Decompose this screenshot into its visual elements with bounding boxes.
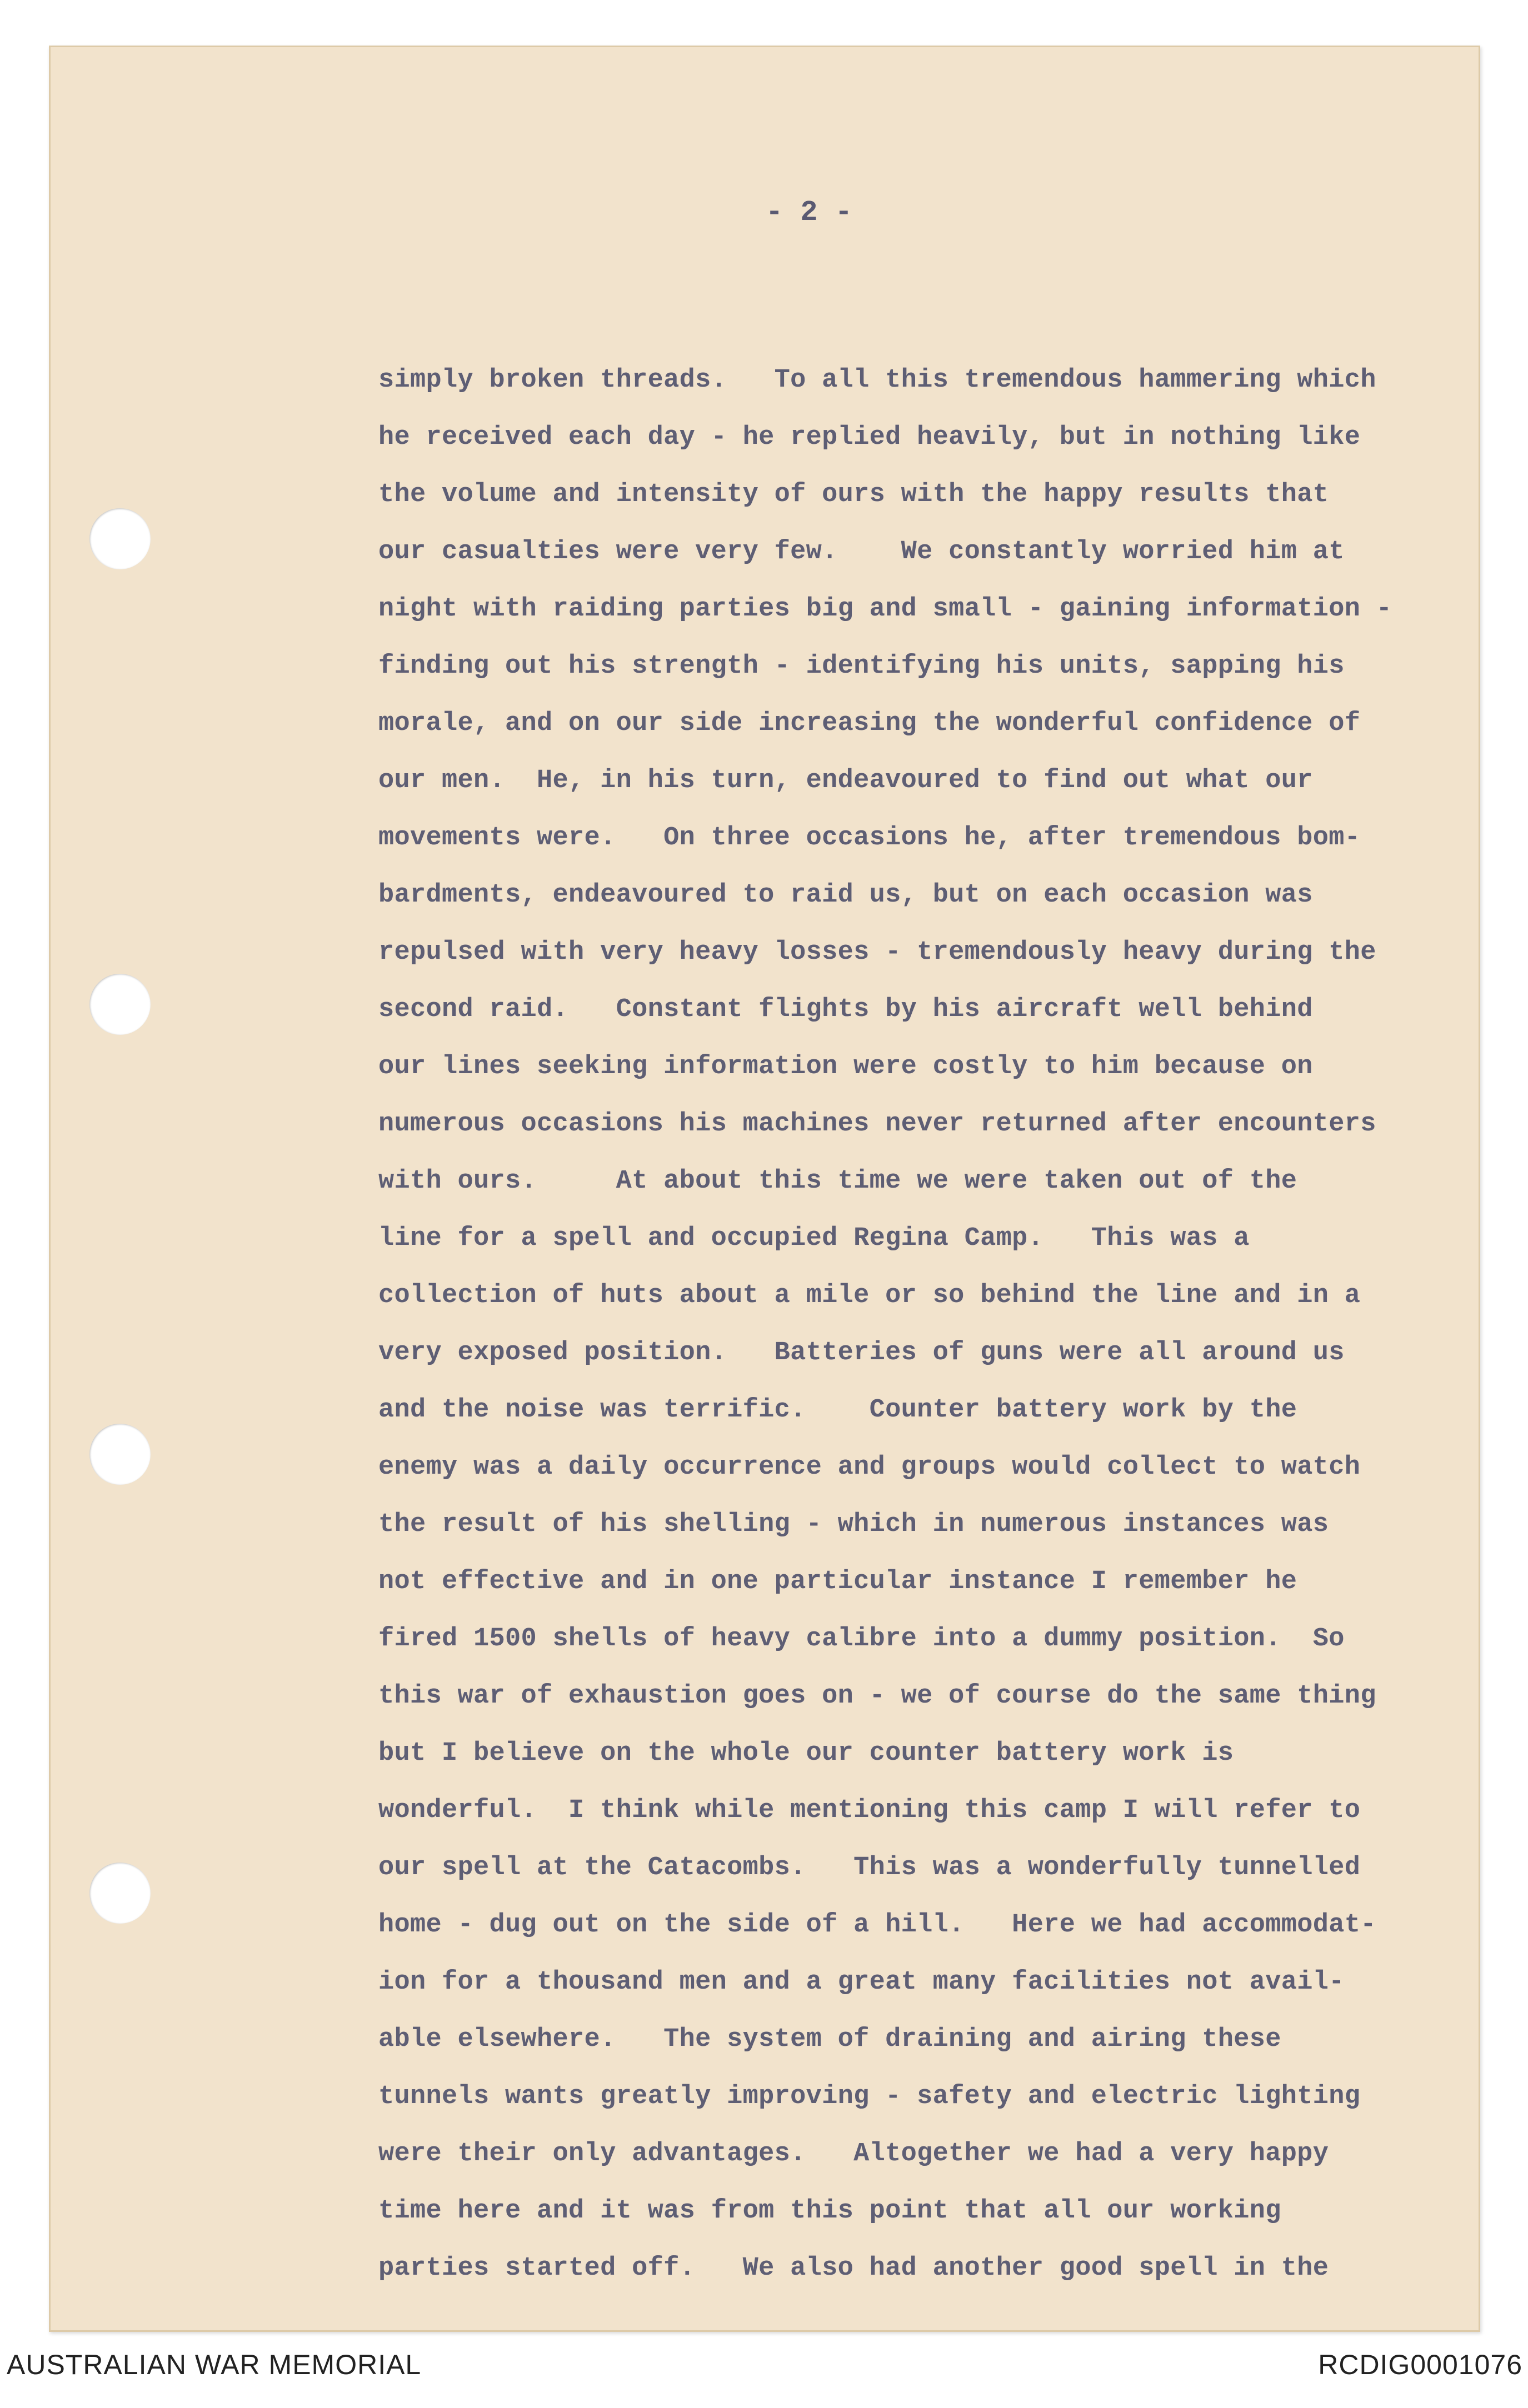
- text-line: wonderful. I think while mentioning this camp I will refer to: [378, 1796, 1361, 1825]
- punch-hole: [89, 974, 151, 1035]
- body-text: [378, 352, 1392, 2297]
- text-line: the volume and intensity of ours with the happy results that: [378, 480, 1329, 509]
- text-line: repulsed with very heavy losses - tremendously heavy during the: [378, 938, 1376, 967]
- text-line: finding out his strength - identifying his units, sapping his: [378, 652, 1345, 681]
- text-line: numerous occasions his machines never returned after encounters: [378, 1109, 1376, 1139]
- text-line: home - dug out on the side of a hill. Here we had accommodat-: [378, 1910, 1376, 1940]
- footer-item-id: RCDIG0001076: [1318, 2349, 1522, 2380]
- text-line: he received each day - he replied heavily, but in nothing like: [378, 423, 1361, 452]
- text-line: second raid. Constant flights by his aircraft well behind: [378, 995, 1313, 1024]
- text-line: movements were. On three occasions he, after tremendous bom-: [378, 823, 1361, 853]
- text-line: fired 1500 shells of heavy calibre into a dummy position. So: [378, 1624, 1345, 1654]
- text-line: were their only advantages. Altogether we had a very happy: [378, 2139, 1329, 2169]
- text-line: our spell at the Catacombs. This was a wonderfully tunnelled: [378, 1853, 1361, 1883]
- text-line: enemy was a daily occurrence and groups would collect to watch: [378, 1453, 1361, 1482]
- text-line: and the noise was terrific. Counter battery work by the: [378, 1395, 1297, 1425]
- text-line: night with raiding parties big and small - gaining information -: [378, 594, 1392, 624]
- text-line: line for a spell and occupied Regina Camp. This was a: [378, 1224, 1250, 1253]
- text-line: our lines seeking information were costly to him because on: [378, 1052, 1313, 1082]
- text-line: our casualties were very few. We constantly worried him at: [378, 537, 1345, 567]
- punch-hole: [89, 1863, 151, 1924]
- text-line: with ours. At about this time we were taken out of the: [378, 1167, 1297, 1196]
- text-line: the result of his shelling - which in numerous instances was: [378, 1510, 1329, 1539]
- text-line: our men. He, in his turn, endeavoured to find out what our: [378, 766, 1313, 795]
- text-line: very exposed position. Batteries of guns were all around us: [378, 1338, 1345, 1368]
- page-number: - 2 -: [765, 196, 853, 229]
- text-line: parties started off. We also had another good spell in the: [378, 2254, 1329, 2283]
- text-line: simply broken threads. To all this tremendous hammering which: [378, 366, 1376, 395]
- punch-hole: [89, 508, 151, 569]
- text-line: bardments, endeavoured to raid us, but on each occasion was: [378, 880, 1313, 910]
- punch-hole: [89, 1424, 151, 1485]
- text-line: time here and it was from this point that all our working: [378, 2196, 1281, 2226]
- text-line: this war of exhaustion goes on - we of course do the same thing: [378, 1681, 1376, 1711]
- text-line: ion for a thousand men and a great many facilities not avail-: [378, 1968, 1345, 1997]
- text-line: able elsewhere. The system of draining and airing these: [378, 2025, 1281, 2054]
- text-line: collection of huts about a mile or so behind the line and in a: [378, 1281, 1361, 1310]
- footer-institution: AUSTRALIAN WAR MEMORIAL: [7, 2349, 422, 2380]
- text-line: but I believe on the whole our counter battery work is: [378, 1739, 1234, 1768]
- typed-page: [49, 46, 1480, 2332]
- text-line: not effective and in one particular instance I remember he: [378, 1567, 1297, 1596]
- text-line: morale, and on our side increasing the wonderful confidence of: [378, 709, 1361, 738]
- text-line: tunnels wants greatly improving - safety and electric lighting: [378, 2082, 1361, 2111]
